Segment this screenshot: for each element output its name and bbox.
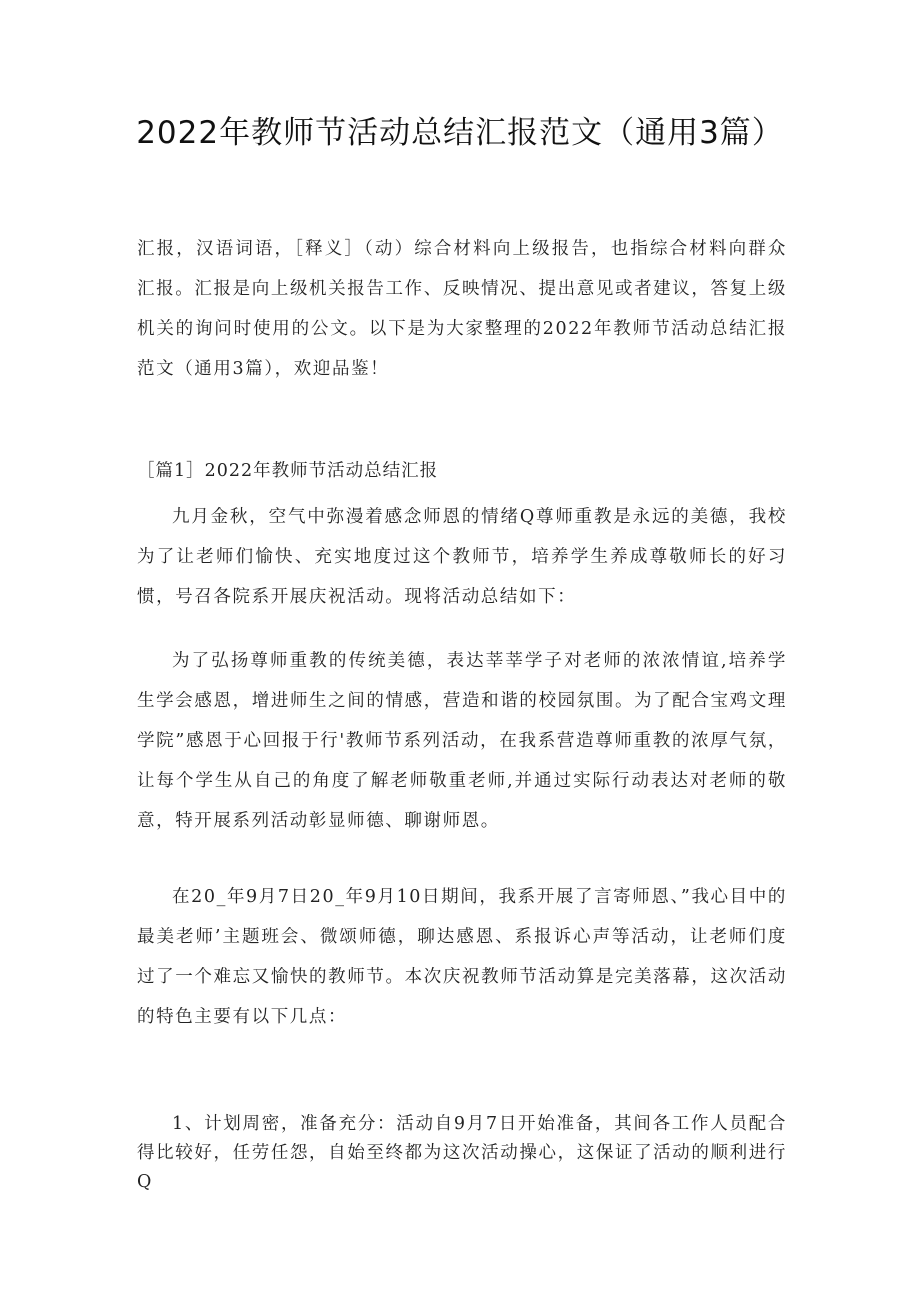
intro-paragraph: 汇报，汉语词语，［释义］（动）综合材料向上级报告，也指综合材料向群众汇报。汇报是向上级机关报告工作、反映情况、提出意见或者建议，答复上级机关的询问时使用的公文。以下是为大家整理的2022年教师节活动总结汇报范文（通用3篇），欢迎品鉴！ bbox=[137, 239, 787, 379]
body-paragraph: 1、计划周密，准备充分：活动自9月7日开始准备，其间各工作人员配合得比较好，任劳任怨，自始至终都为这次活动操心，这保证了活动的顺利进行Q bbox=[137, 1114, 787, 1192]
section-heading: ［篇1］2022年教师节活动总结汇报 bbox=[137, 461, 439, 481]
document-title: 2022年教师节活动总结汇报范文（通用3篇） bbox=[136, 115, 784, 151]
body-paragraph: 九月金秋，空气中弥漫着感念师恩的情绪Q尊师重教是永远的美德，我校为了让老师们愉快、充实地度过这个教师节，培养学生养成尊敬师长的好习惯，号召各院系开展庆祝活动。现将活动总结如下： bbox=[137, 507, 787, 607]
body-paragraph: 为了弘扬尊师重教的传统美德，表达莘莘学子对老师的浓浓情谊,培养学生学会感恩，增进师生之间的情感，营造和谐的校园氛围。为了配合宝鸡文理学院”感恩于心回报于行'教师节系列活动，在我系营造尊师重教的浓厚气氛，让每个学生从自己的角度了解老师敬重老师,并通过实际行动表达对老师的敬意，特开展系列活动彰显师德、聊谢师恩。 bbox=[137, 651, 787, 831]
body-paragraph: 在20_年9月7日20_年9月10日期间，我系开展了言寄师恩、”我心目中的最美老师’主题班会、微颂师德，聊达感恩、系报诉心声等活动，让老师们度过了一个难忘又愉快的教师节。本次庆祝教师节活动算是完美落幕，这次活动的特色主要有以下几点： bbox=[137, 887, 787, 1027]
